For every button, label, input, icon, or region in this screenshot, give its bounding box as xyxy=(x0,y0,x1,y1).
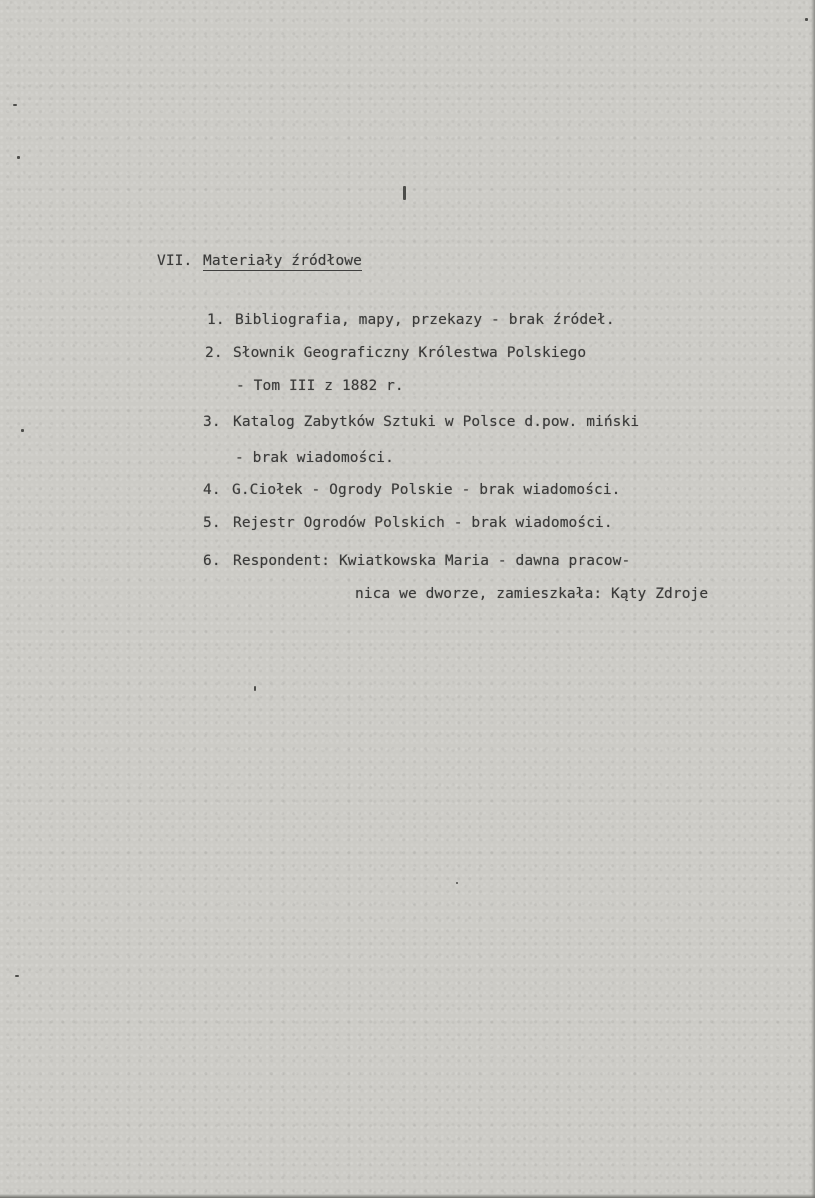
list-item-text: Bibliografia, mapy, przekazy - brak źródeł. xyxy=(235,312,615,328)
page-edge-shadow xyxy=(0,1194,815,1198)
list-item-number: 5. xyxy=(203,515,221,531)
list-item-text: Słownik Geograficzny Królestwa Polskiego xyxy=(233,345,587,361)
section-title: Materiały źródłowe xyxy=(203,253,362,269)
paper-speck xyxy=(805,18,808,21)
list-item-continuation: - Tom III z 1882 r. xyxy=(236,378,404,394)
paper-speck xyxy=(17,156,20,159)
list-item-text: Rejestr Ogrodów Polskich - brak wiadomości. xyxy=(233,515,613,531)
list-item-number: 3. xyxy=(203,414,221,430)
list-item-number: 4. xyxy=(203,482,221,498)
list-item-continuation: nica we dworze, zamieszkała: Kąty Zdroje xyxy=(355,586,709,602)
paper-speck xyxy=(13,104,17,106)
list-item-continuation: - brak wiadomości. xyxy=(235,450,394,466)
list-item-text: G.Ciołek - Ogrody Polskie - brak wiadomości. xyxy=(232,482,621,498)
list-item-text: Respondent: Kwiatkowska Maria - dawna pracow- xyxy=(233,553,631,569)
list-item-number: 2. xyxy=(205,345,223,361)
paper-speck xyxy=(15,975,19,977)
list-item-text: Katalog Zabytków Sztuki w Polsce d.pow. miński xyxy=(233,414,640,430)
section-number: VII. xyxy=(157,253,193,269)
paper-speck xyxy=(456,882,458,884)
list-item-number: 1. xyxy=(207,312,225,328)
page-edge-shadow xyxy=(811,0,815,1198)
paper-speck xyxy=(254,686,256,691)
list-item-number: 6. xyxy=(203,553,221,569)
paper-speck xyxy=(403,186,406,200)
paper-speck xyxy=(21,429,24,432)
